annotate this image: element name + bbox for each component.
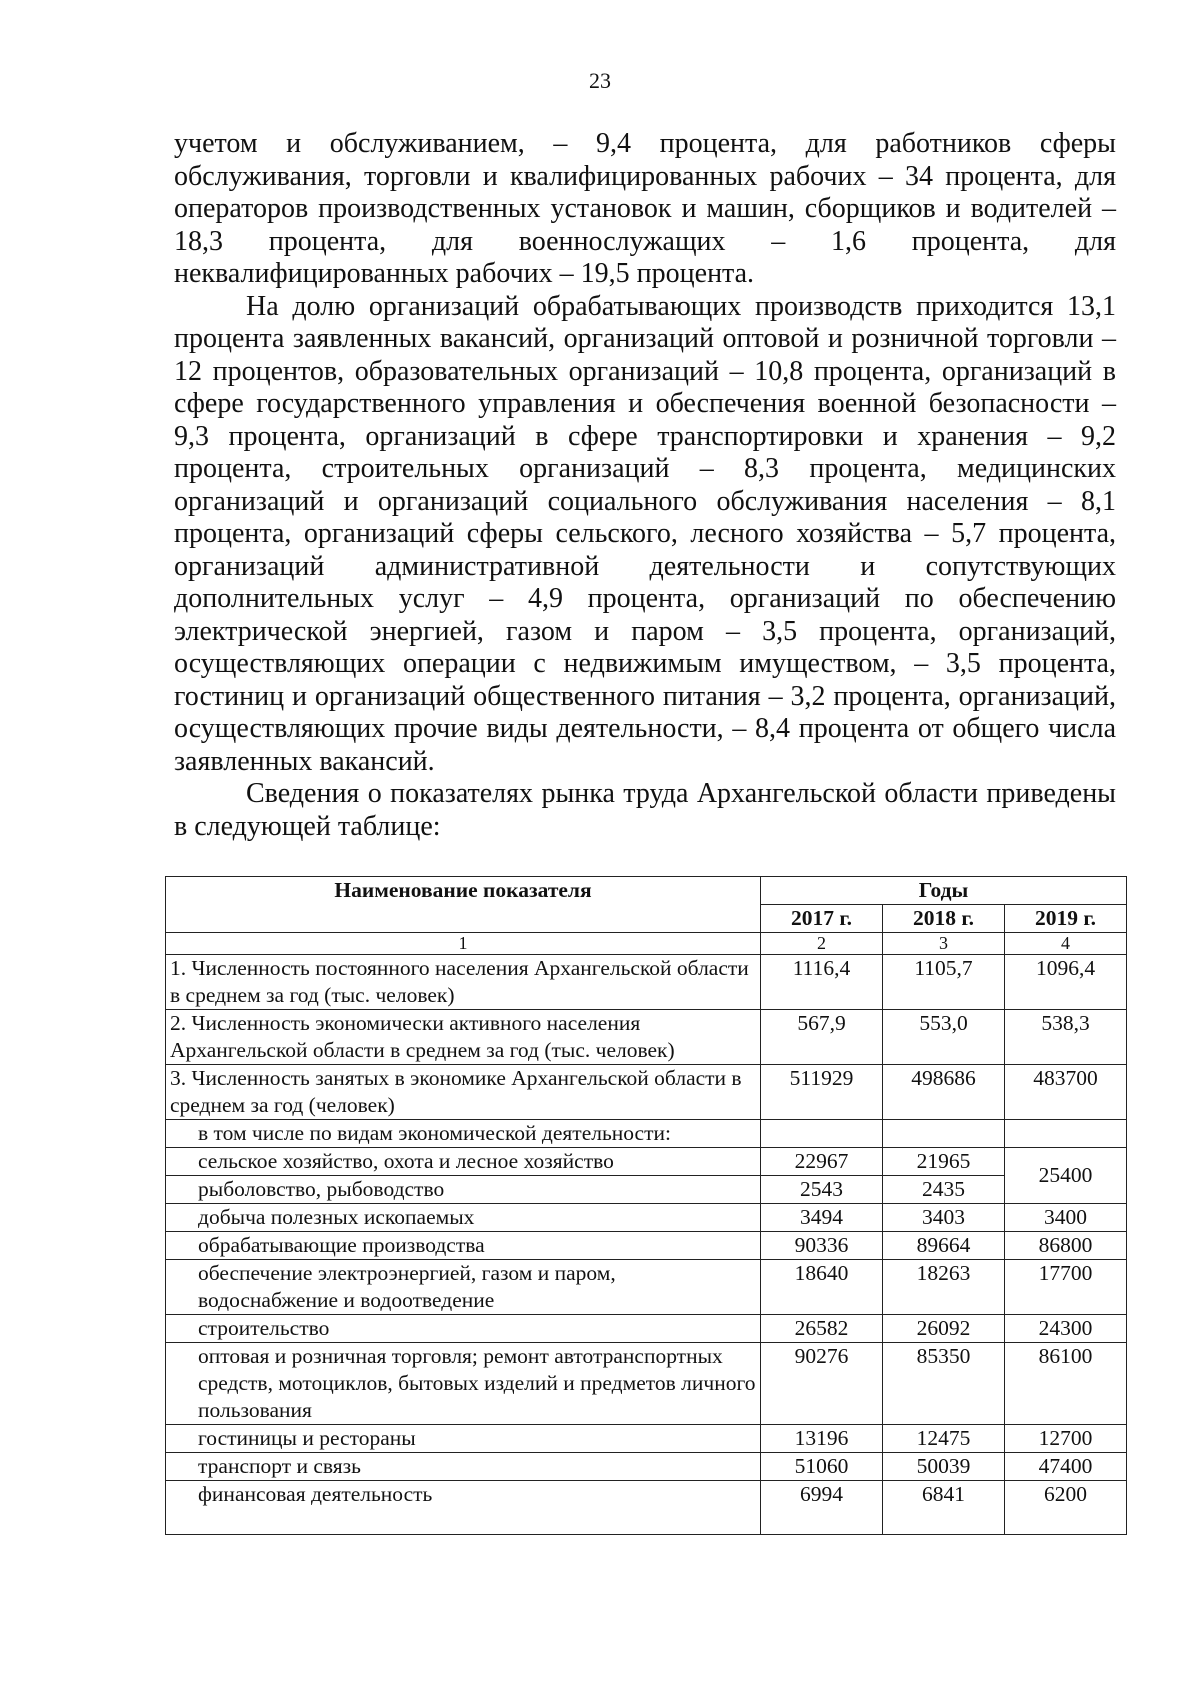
row-label: обрабатывающие производства	[166, 1232, 761, 1260]
table-row	[166, 1453, 1127, 1481]
value-2019: 483700	[1005, 1065, 1127, 1120]
row-label: рыболовство, рыбоводство	[166, 1176, 761, 1204]
value-2019: 86100	[1005, 1343, 1127, 1425]
value-2017: 90276	[761, 1343, 883, 1425]
value-2019: 3400	[1005, 1204, 1127, 1232]
row-label: в том числе по видам экономической деятельности:	[166, 1120, 761, 1148]
table-row	[166, 1204, 1127, 1232]
page-number: 23	[589, 68, 611, 93]
column-number: 3	[883, 933, 1005, 955]
value-2017: 511929	[761, 1065, 883, 1120]
table-header-row	[166, 877, 1127, 905]
row-label: 2. Численность экономически активного населения Архангельской области в среднем за год (тыс. человек)	[166, 1010, 761, 1065]
value-2018: 498686	[883, 1065, 1005, 1120]
paragraph: На долю организаций обрабатывающих производств приходится 13,1 процента заявленных вакансий, организаций оптовой и розничной торговли – 12 процентов, образовательных организаций – 10,8 процента, организаций в сфере государственного управления и обеспечения военной безопасности – 9,3 процента, организаций в сфере транспортировки и хранения – 9,2 процента, строительных организаций – 8,3 процента, медицинских организаций и организаций социального обслуживания населения – 8,1 процента, организаций сферы сельского, лесного хозяйства – 5,7 процента, организаций административной деятельности и сопутствующих дополнительных услуг – 4,9 процента, организаций по обеспечению электрической энергией, газом и паром – 3,5 процента, организаций, осуществляющих операции с недвижимым имуществом, – 3,5 процента, гостиниц и организаций общественного питания – 3,2 процента, организаций, осуществляющих прочие виды деятельности, – 8,4 процента от общего числа заявленных вакансий.	[174, 290, 1116, 777]
value-2017: 26582	[761, 1315, 883, 1343]
row-label: сельское хозяйство, охота и лесное хозяйство	[166, 1148, 761, 1176]
table-row	[166, 1120, 1127, 1148]
value-2017: 18640	[761, 1260, 883, 1315]
value-2018: 26092	[883, 1315, 1005, 1343]
table-row	[166, 1176, 1127, 1204]
row-label: 1. Численность постоянного населения Архангельской области в среднем за год (тыс. человек)	[166, 955, 761, 1010]
value-2018: 21965	[883, 1148, 1005, 1176]
value-2017: 51060	[761, 1453, 883, 1481]
value-2018: 1105,7	[883, 955, 1005, 1010]
value-2018: 12475	[883, 1425, 1005, 1453]
column-number: 2	[761, 933, 883, 955]
value-2018: 3403	[883, 1204, 1005, 1232]
row-label: оптовая и розничная торговля; ремонт автотранспортных средств, мотоциклов, бытовых изделий и предметов личного пользования	[166, 1343, 761, 1425]
table-row	[166, 1343, 1127, 1425]
header-indicator: Наименование показателя	[166, 877, 761, 933]
column-number: 4	[1005, 933, 1127, 955]
row-label: гостиницы и рестораны	[166, 1425, 761, 1453]
header-year: 2017 г.	[761, 905, 883, 933]
value-2017: 6994	[761, 1481, 883, 1535]
column-number: 1	[166, 933, 761, 955]
paragraph: Сведения о показателях рынка труда Архангельской области приведены в следующей таблице:	[174, 778, 1116, 842]
value-2017: 13196	[761, 1425, 883, 1453]
value-2018: 89664	[883, 1232, 1005, 1260]
text-body	[174, 128, 1116, 843]
value-2019: 1096,4	[1005, 955, 1127, 1010]
value-2017: 567,9	[761, 1010, 883, 1065]
header-years: Годы	[761, 877, 1127, 905]
value-2019	[1005, 1120, 1127, 1148]
header-year: 2019 г.	[1005, 905, 1127, 933]
table-row	[166, 1232, 1127, 1260]
labor-market-table	[165, 876, 1127, 1535]
table-row	[166, 1260, 1127, 1315]
value-2019: 24300	[1005, 1315, 1127, 1343]
row-label: 3. Численность занятых в экономике Архангельской области в среднем за год (человек)	[166, 1065, 761, 1120]
table-row	[166, 955, 1127, 1010]
value-2018: 2435	[883, 1176, 1005, 1204]
table-row	[166, 1148, 1127, 1176]
table-row	[166, 1010, 1127, 1065]
row-label: финансовая деятельность	[166, 1481, 761, 1535]
value-2019: 17700	[1005, 1260, 1127, 1315]
row-label: добыча полезных ископаемых	[166, 1204, 761, 1232]
value-2017: 22967	[761, 1148, 883, 1176]
paragraph: учетом и обслуживанием, – 9,4 процента, для работников сферы обслуживания, торговли и квалифицированных рабочих – 34 процента, для операторов производственных установок и машин, сборщиков и водителей – 18,3 процента, для военнослужащих – 1,6 процента, для неквалифицированных рабочих – 19,5 процента.	[174, 128, 1116, 289]
value-2017: 3494	[761, 1204, 883, 1232]
value-2019-merged: 25400	[1005, 1148, 1127, 1204]
column-number-row	[166, 933, 1127, 955]
value-2019: 47400	[1005, 1453, 1127, 1481]
value-2019: 538,3	[1005, 1010, 1127, 1065]
table-row	[166, 1315, 1127, 1343]
value-2018: 553,0	[883, 1010, 1005, 1065]
value-2017: 90336	[761, 1232, 883, 1260]
row-label: транспорт и связь	[166, 1453, 761, 1481]
header-year: 2018 г.	[883, 905, 1005, 933]
table-row	[166, 1481, 1127, 1535]
value-2019: 6200	[1005, 1481, 1127, 1535]
value-2019: 86800	[1005, 1232, 1127, 1260]
table-row	[166, 1065, 1127, 1120]
value-2017: 1116,4	[761, 955, 883, 1010]
value-2017: 2543	[761, 1176, 883, 1204]
value-2018: 18263	[883, 1260, 1005, 1315]
value-2018: 6841	[883, 1481, 1005, 1535]
table-row	[166, 1425, 1127, 1453]
value-2018: 50039	[883, 1453, 1005, 1481]
value-2017	[761, 1120, 883, 1148]
row-label: обеспечение электроэнергией, газом и паром, водоснабжение и водоотведение	[166, 1260, 761, 1315]
row-label: строительство	[166, 1315, 761, 1343]
value-2018: 85350	[883, 1343, 1005, 1425]
value-2019: 12700	[1005, 1425, 1127, 1453]
value-2018	[883, 1120, 1005, 1148]
